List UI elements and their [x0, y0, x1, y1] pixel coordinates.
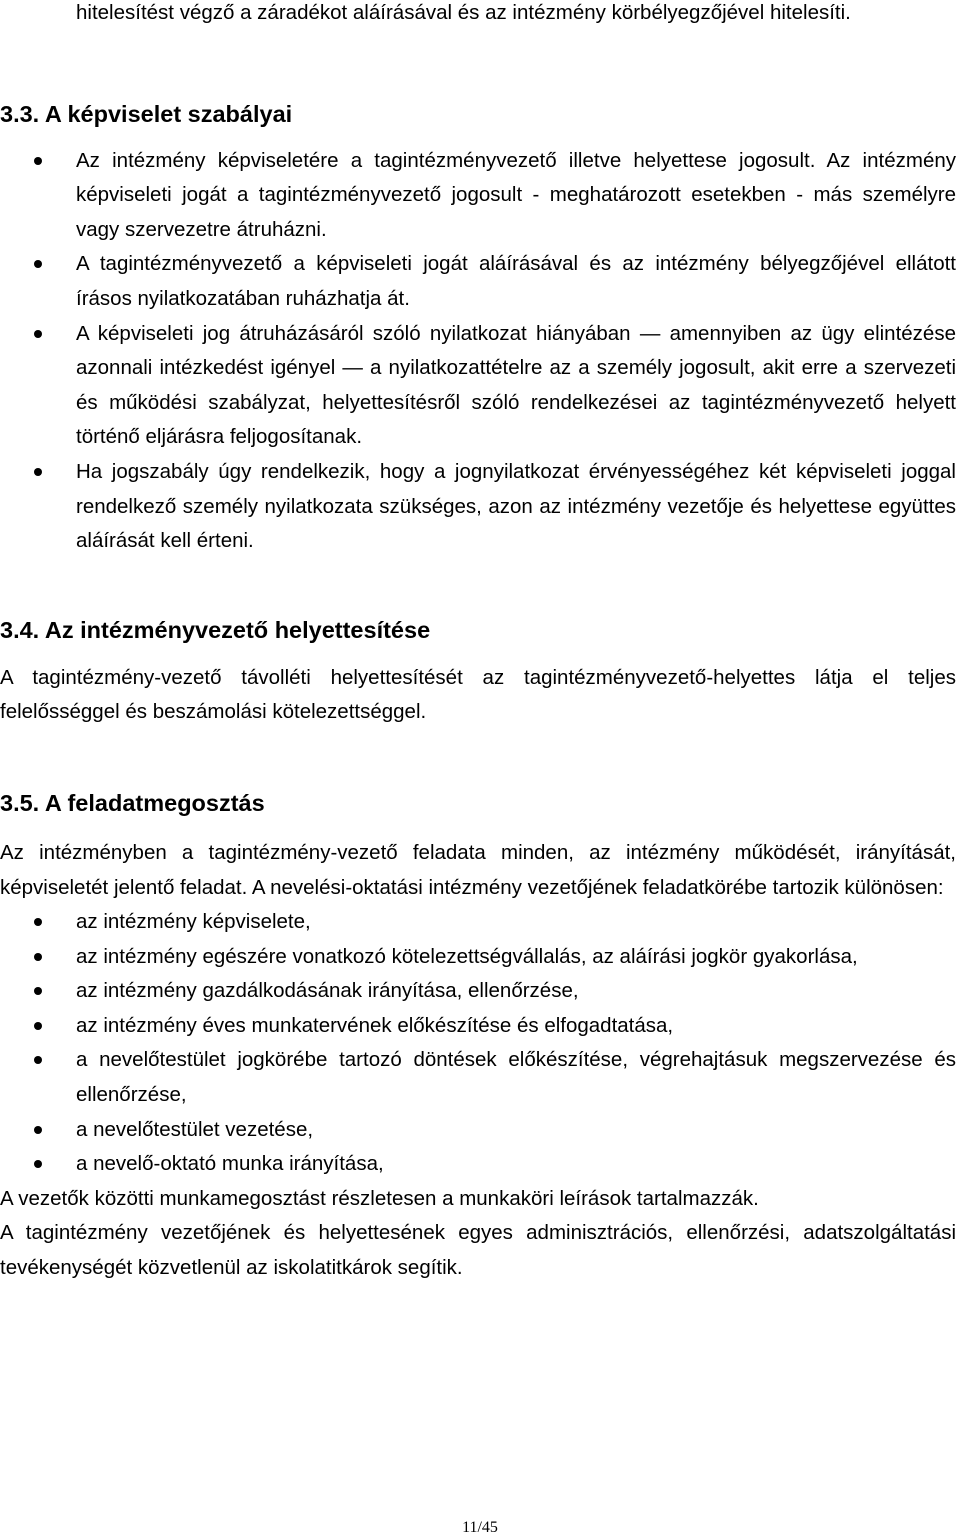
list-item — [0, 974, 956, 1009]
representation-rules-list — [0, 144, 956, 559]
list-item-text: A képviseleti jog átruházásáról szóló nyilatkozat hiányában — amennyiben az ügy elintézése azonnali intézkedést igényel — a nyilatkozattételre az a személy jogosult, akit erre a szervezeti és működési szabályzat, helyettesítésről szóló rendelkezései az tagintézményvezető helyett történő eljárásra feljogosítanak. — [76, 321, 956, 449]
bullet-icon — [34, 468, 42, 476]
list-item-text: A tagintézményvezető a képviseleti jogát aláírásával és az intézmény bélyegzőjével ellátott írásos nyilatkozatában ruházhatja át. — [76, 252, 956, 310]
list-item-text: a nevelő-oktató munka irányítása, — [76, 1152, 384, 1176]
bullet-icon — [34, 157, 42, 165]
list-item-text: az intézmény gazdálkodásának irányítása, ellenőrzése, — [76, 979, 579, 1003]
list-item-text: a nevelőtestület jogkörébe tartozó döntések előkészítése, végrehajtásuk megszervezése és ellenőrzése, — [76, 1048, 956, 1107]
section-heading-3-4: 3.4. Az intézményvezető helyettesítése — [0, 616, 431, 643]
section-paragraph-3-5: Az intézményben a tagintézmény-vezető feladata minden, az intézmény működését, irányítását, képviseletét jelentő feladat. A nevelési-oktatási intézmény vezetőjének feladatkörébe tartozik különösen: — [0, 840, 956, 899]
list-item-text: az intézmény képviselete, — [76, 910, 311, 934]
page-number: 11/45 — [462, 1519, 498, 1536]
closing-paragraph-1: A vezetők közötti munkamegosztást részletesen a munkaköri leírások tartalmazzák. — [0, 1186, 759, 1210]
bullet-icon — [34, 330, 42, 338]
list-item-text: az intézmény éves munkatervének előkészítése és elfogadtatása, — [76, 1013, 674, 1037]
list-item — [0, 1009, 956, 1044]
bullet-icon — [34, 953, 42, 961]
closing-paragraph-2: A tagintézmény vezetőjének és helyettesének egyes adminisztrációs, ellenőrzési, adatszolgáltatási tevékenységét közvetlenül az iskolatitkárok segítik. — [0, 1221, 956, 1280]
bullet-icon — [34, 987, 42, 995]
section-heading-3-5: 3.5. A feladatmegosztás — [0, 789, 265, 816]
bullet-icon — [34, 1056, 42, 1064]
list-item-text: Ha jogszabály úgy rendelkezik, hogy a jognyilatkozat érvényességéhez két képviseleti joggal rendelkező személy nyilatkozata szükséges, azon az intézmény vezetője és helyettese együttes aláírását kell érteni. — [76, 459, 956, 553]
section-paragraph-3-4: A tagintézmény-vezető távolléti helyettesítését az tagintézményvezető-helyettes látja el teljes felelősséggel és beszámolási kötelezettséggel. — [0, 665, 956, 724]
duties-list — [0, 905, 956, 1182]
list-item-text: a nevelőtestület vezetése, — [76, 1117, 314, 1141]
list-item — [0, 940, 956, 975]
bullet-icon — [34, 918, 42, 926]
list-item — [0, 1043, 956, 1112]
list-item — [0, 1113, 956, 1148]
list-item — [0, 1147, 956, 1182]
list-item — [0, 455, 956, 559]
bullet-icon — [34, 1126, 42, 1134]
intro-text: hitelesítést végző a záradékot aláírásával és az intézmény körbélyegzőjével hitelesíti. — [76, 1, 851, 24]
list-item — [0, 317, 956, 455]
list-item — [0, 247, 956, 316]
bullet-icon — [34, 1160, 42, 1168]
list-item — [0, 144, 956, 248]
section-heading-3-3: 3.3. A képviselet szabályai — [0, 100, 293, 127]
list-item-text: Az intézmény képviseletére a tagintézményvezető illetve helyettese jogosult. Az intézmény képviseleti jogát a tagintézményvezető jogosult - meghatározott esetekben - más személyre vagy szervezetre átruházni. — [76, 148, 956, 241]
list-item — [0, 905, 956, 940]
list-item-text: az intézmény egészére vonatkozó kötelezettségvállalás, az aláírási jogkör gyakorlása, — [76, 944, 858, 968]
bullet-icon — [34, 1022, 42, 1030]
bullet-icon — [34, 260, 42, 268]
